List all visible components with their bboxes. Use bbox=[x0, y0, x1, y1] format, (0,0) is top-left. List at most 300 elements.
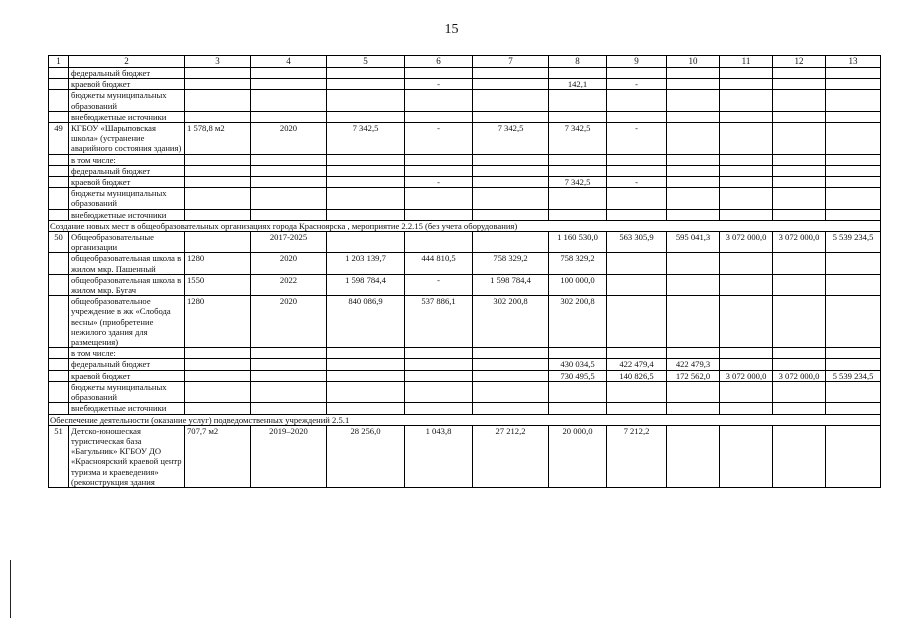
table-cell: 758 329,2 bbox=[549, 253, 607, 274]
table-cell bbox=[773, 165, 826, 176]
table-cell bbox=[773, 381, 826, 402]
section-row bbox=[49, 220, 881, 231]
table-cell: 50 bbox=[49, 232, 69, 253]
table-cell bbox=[49, 209, 69, 220]
table-cell bbox=[773, 79, 826, 90]
table-cell bbox=[720, 165, 773, 176]
table-cell: 2020 bbox=[251, 123, 327, 155]
table-row bbox=[49, 370, 881, 381]
table-cell: 707,7 м2 bbox=[185, 425, 251, 487]
table-row bbox=[49, 154, 881, 165]
table-cell bbox=[607, 111, 667, 122]
table-cell bbox=[185, 90, 251, 111]
table-cell bbox=[826, 154, 881, 165]
table-cell bbox=[185, 403, 251, 414]
table-cell bbox=[667, 165, 720, 176]
table-cell: 2019–2020 bbox=[251, 425, 327, 487]
table-cell: КГБОУ «Шарыповская школа» (устранение аварийного состояния здания) bbox=[69, 123, 185, 155]
table-cell bbox=[185, 79, 251, 90]
table-cell bbox=[185, 68, 251, 79]
table-cell bbox=[826, 359, 881, 370]
table-cell bbox=[49, 177, 69, 188]
table-row bbox=[49, 123, 881, 155]
table-cell: 1 598 784,4 bbox=[473, 274, 549, 295]
table-cell: федеральный бюджет bbox=[69, 359, 185, 370]
table-cell bbox=[667, 188, 720, 209]
table-cell bbox=[826, 296, 881, 348]
table-cell bbox=[405, 154, 473, 165]
table-cell bbox=[327, 111, 405, 122]
table-row bbox=[49, 253, 881, 274]
table-row bbox=[49, 296, 881, 348]
table-cell: 1280 bbox=[185, 253, 251, 274]
table-cell bbox=[49, 79, 69, 90]
table-row bbox=[49, 209, 881, 220]
table-cell: краевой бюджет bbox=[69, 177, 185, 188]
table-cell: 302 200,8 bbox=[549, 296, 607, 348]
margin-mark bbox=[10, 560, 11, 618]
table-cell bbox=[473, 209, 549, 220]
table-cell bbox=[667, 274, 720, 295]
table-cell: в том числе: bbox=[69, 348, 185, 359]
table-cell bbox=[826, 403, 881, 414]
table-cell bbox=[826, 274, 881, 295]
table-cell bbox=[720, 154, 773, 165]
table-cell bbox=[667, 90, 720, 111]
table-cell: 142,1 bbox=[549, 79, 607, 90]
table-cell bbox=[327, 348, 405, 359]
table-cell bbox=[185, 177, 251, 188]
table-cell bbox=[720, 359, 773, 370]
table-row bbox=[49, 381, 881, 402]
table-cell bbox=[473, 177, 549, 188]
table-cell bbox=[667, 68, 720, 79]
table-cell: 7 342,5 bbox=[327, 123, 405, 155]
table-cell bbox=[327, 370, 405, 381]
table-cell bbox=[773, 274, 826, 295]
table-cell bbox=[185, 154, 251, 165]
table-cell: краевой бюджет bbox=[69, 370, 185, 381]
table-cell bbox=[549, 154, 607, 165]
column-header: 5 bbox=[327, 56, 405, 68]
table-cell: общеобразовательная школа в жилом мкр. Бугач bbox=[69, 274, 185, 295]
table-row bbox=[49, 232, 881, 253]
table-cell: 840 086,9 bbox=[327, 296, 405, 348]
table-cell bbox=[720, 188, 773, 209]
table-cell: федеральный бюджет bbox=[69, 68, 185, 79]
table-cell bbox=[473, 154, 549, 165]
table-cell bbox=[607, 274, 667, 295]
table-cell bbox=[49, 253, 69, 274]
table-cell bbox=[405, 165, 473, 176]
table-cell bbox=[773, 425, 826, 487]
table-cell bbox=[720, 209, 773, 220]
table-cell: общеобразовательное учреждение в жк «Слобода весны» (приобретение нежилого здания для размещения) bbox=[69, 296, 185, 348]
column-header: 9 bbox=[607, 56, 667, 68]
table-cell: в том числе: bbox=[69, 154, 185, 165]
table-cell: 1 203 139,7 bbox=[327, 253, 405, 274]
table-cell bbox=[473, 68, 549, 79]
table-cell bbox=[49, 188, 69, 209]
table-cell bbox=[549, 209, 607, 220]
table-cell bbox=[405, 68, 473, 79]
table-cell: 1 043,8 bbox=[405, 425, 473, 487]
table-cell bbox=[251, 165, 327, 176]
table-cell bbox=[185, 165, 251, 176]
table-cell bbox=[327, 154, 405, 165]
table-cell bbox=[327, 403, 405, 414]
table-cell bbox=[667, 111, 720, 122]
table-row bbox=[49, 177, 881, 188]
table-cell: 2020 bbox=[251, 296, 327, 348]
section-title: Создание новых мест в общеобразовательных организациях города Красноярска , мероприятие 2.2.15 (без учета оборудования) bbox=[49, 220, 881, 231]
table-cell: 302 200,8 bbox=[473, 296, 549, 348]
table-cell bbox=[49, 348, 69, 359]
table-cell: 2022 bbox=[251, 274, 327, 295]
table-cell bbox=[826, 177, 881, 188]
table-cell bbox=[251, 209, 327, 220]
table-cell bbox=[667, 403, 720, 414]
table-cell bbox=[607, 165, 667, 176]
table-cell bbox=[607, 209, 667, 220]
table-cell bbox=[773, 68, 826, 79]
table-cell bbox=[607, 381, 667, 402]
table-cell: общеобразовательная школа в жилом мкр. Пашенный bbox=[69, 253, 185, 274]
table-cell: 7 342,5 bbox=[473, 123, 549, 155]
table-cell bbox=[49, 381, 69, 402]
table-cell: 430 034,5 bbox=[549, 359, 607, 370]
table-cell bbox=[473, 111, 549, 122]
table-cell: 3 072 000,0 bbox=[720, 370, 773, 381]
table-cell bbox=[826, 348, 881, 359]
table-cell bbox=[49, 90, 69, 111]
table-cell: 2017-2025 bbox=[251, 232, 327, 253]
column-header: 11 bbox=[720, 56, 773, 68]
table-cell bbox=[826, 209, 881, 220]
table-cell bbox=[607, 403, 667, 414]
table-cell bbox=[185, 348, 251, 359]
table-cell bbox=[185, 232, 251, 253]
table-cell: 730 495,5 bbox=[549, 370, 607, 381]
table-cell bbox=[826, 381, 881, 402]
table-cell: 51 bbox=[49, 425, 69, 487]
table-cell bbox=[327, 68, 405, 79]
table-cell: - bbox=[405, 79, 473, 90]
table-cell bbox=[251, 403, 327, 414]
table-cell bbox=[773, 177, 826, 188]
table-cell: Общеобразовательные организации bbox=[69, 232, 185, 253]
table-cell bbox=[667, 177, 720, 188]
table-cell bbox=[405, 209, 473, 220]
table-cell bbox=[667, 209, 720, 220]
page-number: 15 bbox=[444, 22, 459, 37]
table-cell bbox=[667, 425, 720, 487]
table-cell bbox=[251, 90, 327, 111]
table-cell bbox=[405, 359, 473, 370]
table-cell bbox=[185, 188, 251, 209]
table-row bbox=[49, 348, 881, 359]
table-cell: 563 305,9 bbox=[607, 232, 667, 253]
table-cell bbox=[667, 253, 720, 274]
column-header: 6 bbox=[405, 56, 473, 68]
table-row bbox=[49, 274, 881, 295]
table-cell: 758 329,2 bbox=[473, 253, 549, 274]
table-cell bbox=[473, 381, 549, 402]
table-cell bbox=[327, 79, 405, 90]
table-cell: 49 bbox=[49, 123, 69, 155]
table-cell: 3 072 000,0 bbox=[720, 232, 773, 253]
table-cell bbox=[607, 253, 667, 274]
table-cell bbox=[720, 274, 773, 295]
table-cell bbox=[826, 68, 881, 79]
table-cell bbox=[185, 381, 251, 402]
table-cell bbox=[720, 425, 773, 487]
table-cell bbox=[49, 68, 69, 79]
table-cell bbox=[251, 177, 327, 188]
column-header: 13 bbox=[826, 56, 881, 68]
table-cell: 1 160 530,0 bbox=[549, 232, 607, 253]
table-cell bbox=[473, 188, 549, 209]
table-cell: 537 886,1 bbox=[405, 296, 473, 348]
table-cell bbox=[773, 188, 826, 209]
table-row bbox=[49, 79, 881, 90]
table-cell bbox=[667, 79, 720, 90]
table-cell bbox=[720, 177, 773, 188]
table-cell: бюджеты муниципальных образований bbox=[69, 188, 185, 209]
table-cell bbox=[826, 253, 881, 274]
table-cell bbox=[773, 348, 826, 359]
table-cell bbox=[185, 209, 251, 220]
table-cell bbox=[49, 359, 69, 370]
table-cell: 595 041,3 bbox=[667, 232, 720, 253]
table-cell bbox=[251, 359, 327, 370]
table-cell bbox=[49, 165, 69, 176]
table-cell: 1 578,8 м2 bbox=[185, 123, 251, 155]
table-cell bbox=[667, 123, 720, 155]
table-cell bbox=[607, 154, 667, 165]
table-cell bbox=[327, 209, 405, 220]
table-cell bbox=[773, 90, 826, 111]
section-row bbox=[49, 414, 881, 425]
table-cell: 27 212,2 bbox=[473, 425, 549, 487]
table-cell bbox=[549, 90, 607, 111]
table-cell: 172 562,0 bbox=[667, 370, 720, 381]
table-cell bbox=[473, 359, 549, 370]
table-cell bbox=[773, 359, 826, 370]
table-cell: бюджеты муниципальных образований bbox=[69, 381, 185, 402]
table-cell: - bbox=[607, 123, 667, 155]
table-cell: внебюджетные источники bbox=[69, 111, 185, 122]
table-cell bbox=[251, 79, 327, 90]
table-cell bbox=[773, 403, 826, 414]
table-cell bbox=[251, 348, 327, 359]
column-header: 8 bbox=[549, 56, 607, 68]
table-cell: - bbox=[405, 274, 473, 295]
table-cell bbox=[720, 111, 773, 122]
table-cell: 7 342,5 bbox=[549, 177, 607, 188]
table-cell bbox=[826, 165, 881, 176]
table-cell bbox=[720, 253, 773, 274]
table-cell: федеральный бюджет bbox=[69, 165, 185, 176]
table-cell: 100 000,0 bbox=[549, 274, 607, 295]
table-cell bbox=[773, 154, 826, 165]
table-cell bbox=[720, 68, 773, 79]
table-row bbox=[49, 403, 881, 414]
column-header: 12 bbox=[773, 56, 826, 68]
table-cell bbox=[405, 90, 473, 111]
table-cell bbox=[405, 188, 473, 209]
table-cell bbox=[607, 68, 667, 79]
table-cell: 3 072 000,0 bbox=[773, 370, 826, 381]
table-cell bbox=[251, 188, 327, 209]
column-header: 4 bbox=[251, 56, 327, 68]
table-cell bbox=[327, 232, 405, 253]
table-cell: 1 598 784,4 bbox=[327, 274, 405, 295]
table-cell: 1550 bbox=[185, 274, 251, 295]
table-cell bbox=[667, 154, 720, 165]
section-title: Обеспечение деятельности (оказание услуг) подведомственных учреждений 2.5.1 bbox=[49, 414, 881, 425]
table-cell: - bbox=[607, 79, 667, 90]
table-cell bbox=[826, 79, 881, 90]
table-cell bbox=[251, 111, 327, 122]
table-cell: 20 000,0 bbox=[549, 425, 607, 487]
table-cell bbox=[251, 381, 327, 402]
table-cell: Детско-юношеская туристическая база «Багульник» КГБОУ ДО «Красноярский краевой центр туризма и краеведения» (реконструкция здания bbox=[69, 425, 185, 487]
table-cell bbox=[720, 403, 773, 414]
table-cell bbox=[607, 296, 667, 348]
table-cell bbox=[473, 90, 549, 111]
table-cell bbox=[251, 68, 327, 79]
table-cell: 7 342,5 bbox=[549, 123, 607, 155]
table-cell bbox=[473, 165, 549, 176]
budget-table bbox=[48, 55, 881, 488]
table-cell bbox=[49, 274, 69, 295]
table-cell: 7 212,2 bbox=[607, 425, 667, 487]
table-row bbox=[49, 68, 881, 79]
table-cell bbox=[720, 381, 773, 402]
table-cell bbox=[185, 359, 251, 370]
table-row bbox=[49, 188, 881, 209]
column-header: 2 bbox=[69, 56, 185, 68]
table-cell bbox=[473, 348, 549, 359]
table-cell: 422 479,3 bbox=[667, 359, 720, 370]
table-cell bbox=[49, 370, 69, 381]
table-cell bbox=[473, 232, 549, 253]
table-cell bbox=[405, 111, 473, 122]
table-cell bbox=[185, 370, 251, 381]
table-cell bbox=[327, 381, 405, 402]
table-cell bbox=[667, 348, 720, 359]
table-cell bbox=[549, 68, 607, 79]
table-cell bbox=[327, 188, 405, 209]
table-cell bbox=[773, 296, 826, 348]
table-cell bbox=[773, 123, 826, 155]
table-cell bbox=[667, 381, 720, 402]
table-cell bbox=[720, 79, 773, 90]
table-cell bbox=[49, 154, 69, 165]
table-cell: 444 810,5 bbox=[405, 253, 473, 274]
table-cell bbox=[720, 296, 773, 348]
table-cell bbox=[473, 79, 549, 90]
table-cell bbox=[549, 165, 607, 176]
table-cell: 3 072 000,0 bbox=[773, 232, 826, 253]
table-cell bbox=[773, 111, 826, 122]
table-cell bbox=[549, 348, 607, 359]
table-cell: 2020 bbox=[251, 253, 327, 274]
table-cell bbox=[405, 348, 473, 359]
table-cell bbox=[185, 111, 251, 122]
table-cell bbox=[607, 90, 667, 111]
table-cell bbox=[720, 123, 773, 155]
table-cell: краевой бюджет bbox=[69, 79, 185, 90]
table-cell: - bbox=[405, 177, 473, 188]
table-cell bbox=[327, 165, 405, 176]
table-cell bbox=[327, 90, 405, 111]
table-cell bbox=[49, 111, 69, 122]
table-cell bbox=[405, 403, 473, 414]
column-header: 3 bbox=[185, 56, 251, 68]
table-cell: бюджеты муниципальных образований bbox=[69, 90, 185, 111]
table-cell bbox=[773, 209, 826, 220]
table-cell bbox=[549, 188, 607, 209]
table-row bbox=[49, 111, 881, 122]
table-cell: 422 479,4 bbox=[607, 359, 667, 370]
table-cell bbox=[473, 370, 549, 381]
table-cell bbox=[251, 370, 327, 381]
table-cell bbox=[826, 90, 881, 111]
table-row bbox=[49, 359, 881, 370]
table-row bbox=[49, 90, 881, 111]
table-cell bbox=[826, 188, 881, 209]
column-header: 10 bbox=[667, 56, 720, 68]
table-cell bbox=[607, 348, 667, 359]
table-cell bbox=[405, 381, 473, 402]
table-cell bbox=[405, 232, 473, 253]
table-cell bbox=[327, 359, 405, 370]
table-cell: внебюджетные источники bbox=[69, 403, 185, 414]
table-cell: внебюджетные источники bbox=[69, 209, 185, 220]
table-cell: - bbox=[607, 177, 667, 188]
table-cell bbox=[49, 403, 69, 414]
table-cell bbox=[473, 403, 549, 414]
table-cell bbox=[826, 123, 881, 155]
table-cell bbox=[549, 403, 607, 414]
table-cell bbox=[826, 425, 881, 487]
table-cell: 5 539 234,5 bbox=[826, 370, 881, 381]
table-cell bbox=[607, 188, 667, 209]
table-cell: - bbox=[405, 123, 473, 155]
table-cell bbox=[720, 90, 773, 111]
table-cell bbox=[251, 154, 327, 165]
table-row bbox=[49, 425, 881, 487]
table-cell: 28 256,0 bbox=[327, 425, 405, 487]
table-cell: 140 826,5 bbox=[607, 370, 667, 381]
table-cell: 1280 bbox=[185, 296, 251, 348]
table-cell bbox=[49, 296, 69, 348]
column-header: 1 bbox=[49, 56, 69, 68]
table-cell bbox=[549, 111, 607, 122]
table-cell: 5 539 234,5 bbox=[826, 232, 881, 253]
table-cell bbox=[549, 381, 607, 402]
table-cell bbox=[405, 370, 473, 381]
table-cell bbox=[826, 111, 881, 122]
table-cell bbox=[327, 177, 405, 188]
table-cell bbox=[667, 296, 720, 348]
table-cell bbox=[773, 253, 826, 274]
table-header-row bbox=[49, 56, 881, 68]
table-row bbox=[49, 165, 881, 176]
column-header: 7 bbox=[473, 56, 549, 68]
